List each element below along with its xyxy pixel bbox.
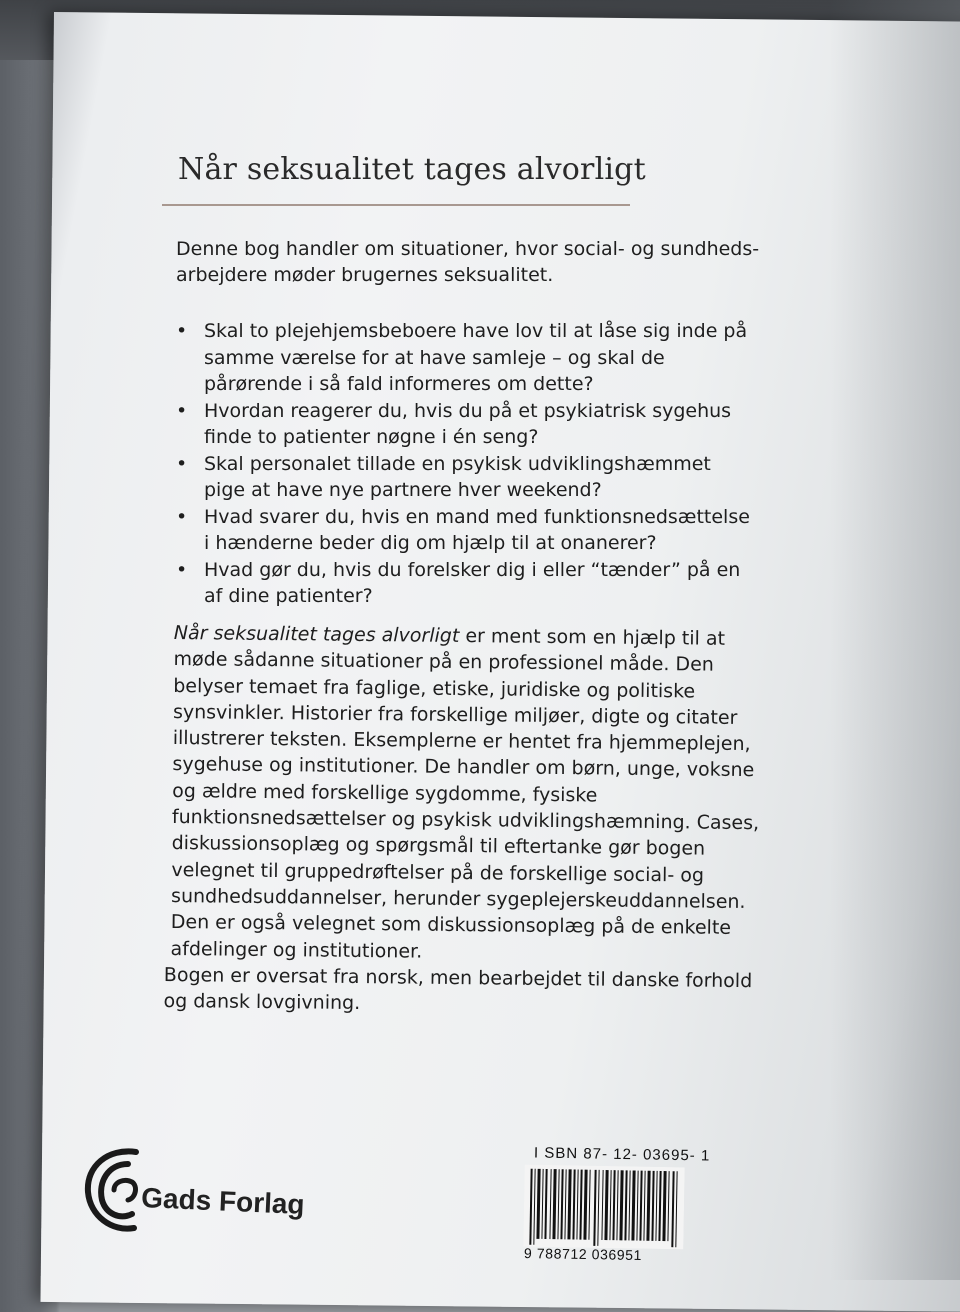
description-text: er ment som en hjælp til at møde sådanne situationer på en professionel måde. Den belyser temaet fra faglige, etiske, juridiske og politiske synsvinkler. Historier fra forskellige miljøer, digte og citater illustrerer teksten. Eksemplerne er hentet fra hjemmeplejen, sygehuse og institutioner. De handler om børn, unge, voksne og ældre med forskellige sygdomme, fysiske funktionsnedsættelser og psykisk udviklingshæmning. Cases, diskussionsoplæg og spørgsmål til eftertanke gør bogen velegnet til gruppedrøftelser på de forskellige social- og sundhedsuddannelser, herunder sygeplejerskeuddannelsen. Den er også velegnet som diskussionsoplæg på de enkelte afdelinger og institutioner. — [170, 624, 760, 963]
bullet-dot: • — [176, 505, 188, 528]
cover-shadow — [830, 0, 960, 1280]
description-paragraph — [170, 620, 774, 968]
translation-note: Bogen er oversat fra norsk, men bearbejdet til danske forhold og dansk lovgivning. — [163, 963, 753, 1015]
list-item: • Hvad gør du, hvis du forelsker dig i eller “tænder” på en af dine patienter? — [176, 558, 741, 607]
list-item: • Hvordan reagerer du, hvis du på et psykiatrisk sygehus finde to patienter nøgne i én seng? — [176, 399, 732, 448]
list-item: • Skal to plejehjemsbeboere have lov til at låse sig inde på samme værelse for at have samleje – og skal de pårørende i så fald informeres om dette? — [176, 320, 748, 395]
bullet-dot: • — [176, 452, 188, 475]
question-list — [176, 318, 756, 610]
publisher-name: Gads Forlag — [140, 1182, 306, 1221]
bullet-dot: • — [176, 320, 188, 342]
list-item: • Hvad svarer du, hvis en mand med funktionsnedsættelse i hænderne beder dig om hjælp til at onanerer? — [176, 505, 750, 554]
isbn-label: I SBN 87- 12- 03695- 1 — [533, 1144, 711, 1165]
barcode-number: 9 788712 036951 — [523, 1244, 643, 1264]
bullet-dot: • — [176, 558, 188, 581]
list-item: • Skal personalet tillade en psykisk udviklingshæmmet pige at have nye partnere hver weekend? — [176, 452, 711, 501]
intro-paragraph: Denne bog handler om situationer, hvor social- og sundheds-arbejdere møder brugernes seksualitet. — [176, 238, 760, 286]
barcode-icon — [523, 1165, 684, 1250]
book-title: Når seksualitet tages alvorligt — [178, 152, 646, 187]
title-divider — [162, 204, 630, 206]
title-reference: Når seksualitet tages alvorligt — [173, 621, 460, 647]
bullet-dot: • — [176, 399, 188, 422]
